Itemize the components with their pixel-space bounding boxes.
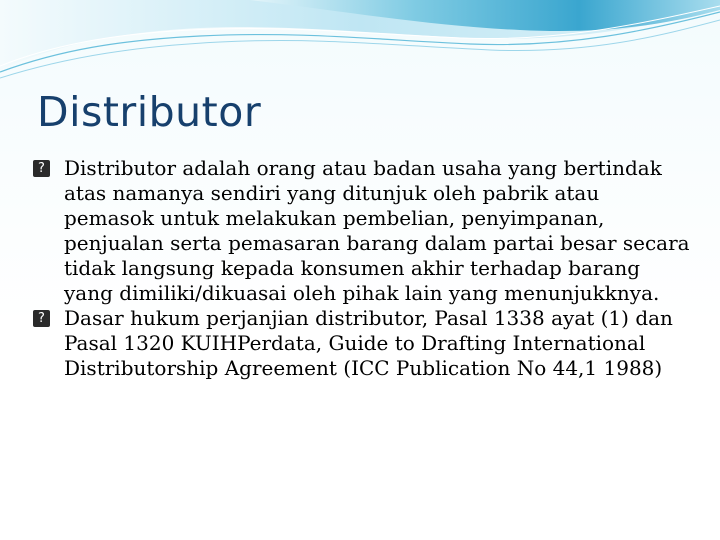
bullet-text: Dasar hukum perjanjian distributor, Pasal 1338 ayat (1) dan Pasal 1320 KUIHPerdata, Guide to Drafting International Distributorship Agreement (ICC Publication No 44,1 1988) bbox=[64, 306, 673, 380]
bullet-text: Distributor adalah orang atau badan usaha yang bertindak atas namanya sendiri yang ditunjuk oleh pabrik atau pemasok untuk melakukan pembelian, penyimpanan, penjualan serta pemasaran barang dalam partai besar secara tidak langsung kepada konsumen akhir terhadap barang yang dimiliki/dikuasai oleh pihak lain yang menunjukknya. bbox=[64, 156, 690, 305]
bullet-placeholder-icon: ? bbox=[33, 310, 50, 327]
bullet-item bbox=[33, 306, 695, 381]
bullet-placeholder-icon: ? bbox=[33, 160, 50, 177]
bullet-item bbox=[33, 156, 695, 306]
slide-title: Distributor bbox=[37, 88, 262, 136]
header-wave-decoration bbox=[0, 0, 720, 90]
bullet-list bbox=[33, 156, 695, 381]
